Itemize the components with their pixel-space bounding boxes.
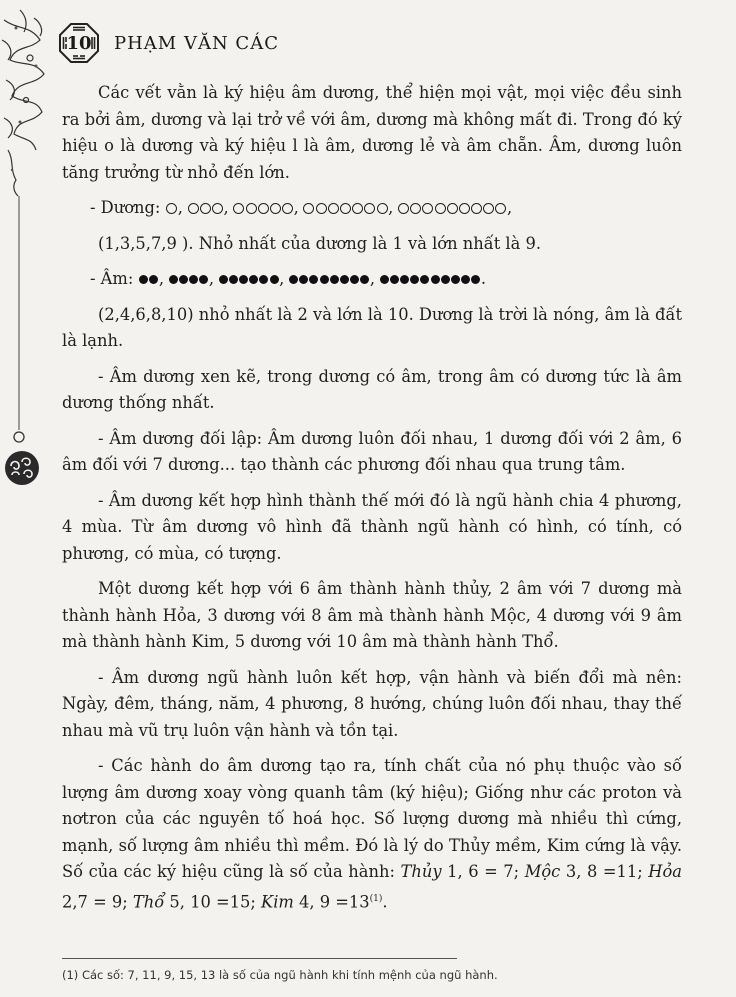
am-numbers: (2,4,6,8,10) nhỏ nhất là 2 và lớn là 10. Dương là trời là nóng, âm là đất là lạnh.	[62, 304, 682, 350]
duong-circle	[410, 203, 421, 214]
paragraph-ket-hop: - Âm dương kết hợp hình thành thế mới đó là ngũ hành chia 4 phương, 4 mùa. Từ âm dương vô hình đã thành ngũ hành có hình, có tính, có phương, có mùa, có tượng.	[62, 490, 682, 563]
am-dot	[420, 275, 429, 284]
am-dot	[239, 275, 248, 284]
am-dot	[451, 275, 460, 284]
am-dot	[330, 275, 339, 284]
am-dot-group	[139, 269, 159, 288]
am-dot	[169, 275, 178, 284]
page-number: 10	[66, 32, 92, 54]
running-head-author: PHẠM VĂN CÁC	[114, 32, 279, 54]
am-dot	[270, 275, 279, 284]
am-dot	[199, 275, 208, 284]
am-dot	[229, 275, 238, 284]
am-dot	[149, 275, 158, 284]
duong-symbols-line	[62, 195, 682, 222]
am-dot	[289, 275, 298, 284]
page-header	[58, 18, 279, 68]
duong-circle	[340, 203, 351, 214]
am-dot	[360, 275, 369, 284]
footnote-marker[interactable]: (1)	[369, 893, 383, 904]
am-dot	[139, 275, 148, 284]
duong-circle	[352, 203, 363, 214]
duong-circle	[233, 203, 244, 214]
duong-circle	[435, 203, 446, 214]
paragraph-cac-hanh: - Các hành do âm dương tạo ra, tính chất của nó phụ thuộc vào số lượng âm dương xoay vòng quanh tâm (ký hiệu); Giống như các proton và nơtron của các nguyên tố hoá học. Số lượng dương mà nhiều thì cứng, mạnh, số lượng âm nhiều thì mềm. Đó là lý do Thủy mềm, Kim cứng là vậy. Số của các ký hiệu cũng là số của hành: Thủy 1, 6 = 7; Mộc 3, 8 =11; Hỏa 2,7 = 9; Thổ 5, 10 =15; Kim 4, $9 =13^{(1)}$.	[62, 756, 682, 911]
duong-circle	[282, 203, 293, 214]
am-dot	[350, 275, 359, 284]
paragraph-intro: Các vết vằn là ký hiệu âm dương, thể hiện mọi vật, mọi việc đều sinh ra bởi âm, dương và lại trở về với âm, dương mà không mất đi. Trong đó ký hiệu o là dương và ký hiệu l là âm, dương lẻ và âm chẵn. Âm, dương luôn tăng trưởng từ nhỏ đến lớn.	[62, 83, 682, 182]
am-dot	[410, 275, 419, 284]
duong-circle-group	[187, 198, 224, 217]
footnote-text: (1) Các số: 7, 11, 9, 15, 13 là số của ngũ hành khi tính mệnh của ngũ hành.	[62, 968, 498, 982]
duong-circle	[166, 203, 177, 214]
duong-circle	[398, 203, 409, 214]
page-body	[62, 80, 682, 915]
am-dot	[340, 275, 349, 284]
duong-circle	[188, 203, 199, 214]
duong-circle	[495, 203, 506, 214]
phoenix-ornament-icon	[0, 0, 52, 997]
duong-circle-group	[397, 198, 507, 217]
paragraph-mot-duong: Một dương kết hợp với 6 âm thành hành thủy, 2 âm với 7 dương mà thành hành Hỏa, 3 dương với 8 âm mà thành hành Mộc, 4 dương với 9 âm mà thành hành Kim, 5 dương với 10 âm mà thành hành Thổ.	[62, 579, 682, 651]
am-dot-group	[168, 269, 209, 288]
paragraph-ngu-hanh: - Âm dương ngũ hành luôn kết hợp, vận hành và biến đổi mà nên: Ngày, đêm, tháng, năm, 4 phương, 8 hướng, chúng luôn đối nhau, thay thế nhau mà vũ trụ luôn vận hành và tồn tại.	[62, 667, 682, 740]
am-dot	[249, 275, 258, 284]
am-dot	[309, 275, 318, 284]
am-dot-group	[379, 269, 481, 288]
am-symbols-line	[62, 266, 682, 293]
am-dot	[259, 275, 268, 284]
duong-circle	[459, 203, 470, 214]
am-dot-group	[288, 269, 370, 288]
duong-circle-group	[233, 198, 294, 217]
paragraph-doi-lap: - Âm dương đối lập: Âm dương luôn đối nhau, 1 dương đối với 2 âm, 6 âm đối với 7 dương... tạo thành các phương đối nhau qua trung tâm.	[62, 428, 682, 474]
left-ornament	[0, 0, 52, 997]
am-dot	[189, 275, 198, 284]
am-dot	[299, 275, 308, 284]
page-number-badge	[58, 22, 100, 64]
duong-circle	[212, 203, 223, 214]
duong-circle	[316, 203, 327, 214]
duong-circle	[270, 203, 281, 214]
duong-circle-group	[166, 198, 178, 217]
footnote-rule	[62, 958, 457, 959]
am-label: - Âm:	[90, 269, 134, 288]
duong-circle-symbols: , , , , ,	[166, 198, 517, 217]
am-dot	[320, 275, 329, 284]
duong-label: - Dương:	[90, 198, 161, 217]
am-dot	[179, 275, 188, 284]
duong-circle	[471, 203, 482, 214]
duong-circle	[258, 203, 269, 214]
duong-circle	[364, 203, 375, 214]
duong-circle	[303, 203, 314, 214]
duong-circle	[483, 203, 494, 214]
am-dot	[441, 275, 450, 284]
am-dot-group	[218, 269, 279, 288]
am-dot	[380, 275, 389, 284]
duong-circle	[328, 203, 339, 214]
am-dot	[471, 275, 480, 284]
duong-circle-group	[303, 198, 388, 217]
am-dot	[219, 275, 228, 284]
duong-circle	[447, 203, 458, 214]
am-dot	[390, 275, 399, 284]
am-dot	[400, 275, 409, 284]
am-dot	[461, 275, 470, 284]
paragraph-xen-ke: - Âm dương xen kẽ, trong dương có âm, trong âm có dương tức là âm dương thống nhất.	[62, 366, 682, 412]
duong-circle	[200, 203, 211, 214]
duong-numbers: (1,3,5,7,9 ). Nhỏ nhất của dương là 1 và lớn nhất là 9.	[98, 233, 542, 253]
am-dot-symbols: , , , , .	[139, 269, 491, 288]
duong-circle	[246, 203, 257, 214]
duong-circle	[377, 203, 388, 214]
cloud-medallion-icon	[2, 448, 42, 488]
duong-circle	[422, 203, 433, 214]
am-dot	[431, 275, 440, 284]
